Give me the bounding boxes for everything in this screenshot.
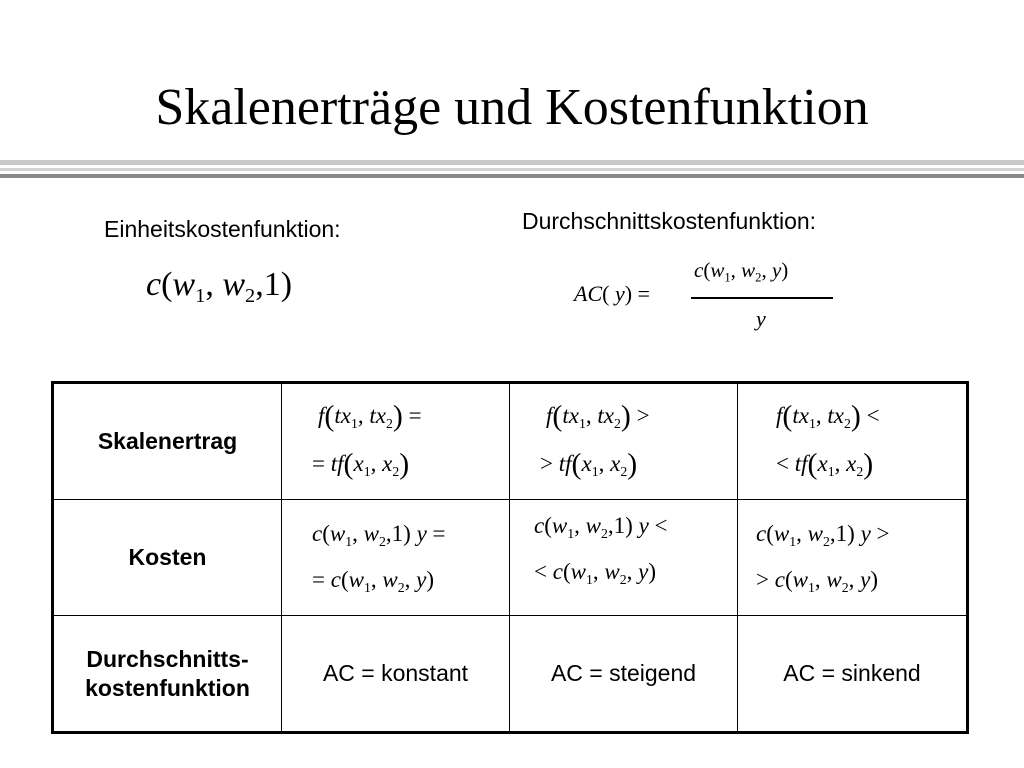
cell-increasing-returns: $f(tx_1$, $tx_2$) > > $tf(x_1$, $x_2$) bbox=[510, 383, 738, 500]
cell-ac-rising: AC = steigend bbox=[510, 616, 738, 733]
row-header-costs: Kosten bbox=[53, 500, 282, 616]
row-header-avg-cost bbox=[53, 616, 282, 733]
cell-costs-equal: $c(w_1$, $w_2,1$) y = = $c(w_1$, $w_2$, y) bbox=[282, 500, 510, 616]
row-header-avg-cost-line1: Durchschnitts- bbox=[86, 645, 249, 672]
title-divider-middle bbox=[0, 168, 1024, 171]
unit-cost-label: Einheitskostenfunktion: bbox=[104, 216, 341, 242]
scale-returns-table bbox=[51, 381, 969, 734]
row-header-avg-cost-line2: kostenfunktion bbox=[85, 674, 250, 701]
cell-decreasing-returns: $f(tx_1$, $tx_2$) < < $tf(x_1$, $x_2$) bbox=[738, 383, 968, 500]
row-header-returns: Skalenertrag bbox=[53, 383, 282, 500]
fraction-bar bbox=[691, 297, 833, 299]
cell-ac-falling: AC = sinkend bbox=[738, 616, 968, 733]
table-row bbox=[53, 616, 968, 733]
cell-costs-greater: $c(w_1$, $w_2,1$) y > > $c(w_1$, $w_2$, y) bbox=[738, 500, 968, 616]
unit-cost-formula: $c(w_1$, $w_2,1$) bbox=[146, 266, 293, 308]
table-row bbox=[53, 500, 968, 616]
avg-cost-label: Durchschnittskostenfunktion: bbox=[522, 208, 817, 234]
title-divider-bottom bbox=[0, 174, 1024, 178]
cell-costs-less: $c(w_1$, $w_2,1$) y < < $c(w_1$, $w_2$, y) bbox=[510, 500, 738, 616]
cell-ac-constant: AC = konstant bbox=[282, 616, 510, 733]
title-divider-top bbox=[0, 160, 1024, 165]
cell-constant-returns: $f(tx_1$, $tx_2$) = = $tf(x_1$, $x_2$) bbox=[282, 383, 510, 500]
table-row bbox=[53, 383, 968, 500]
slide-title: Skalenerträge und Kostenfunktion bbox=[155, 79, 869, 136]
